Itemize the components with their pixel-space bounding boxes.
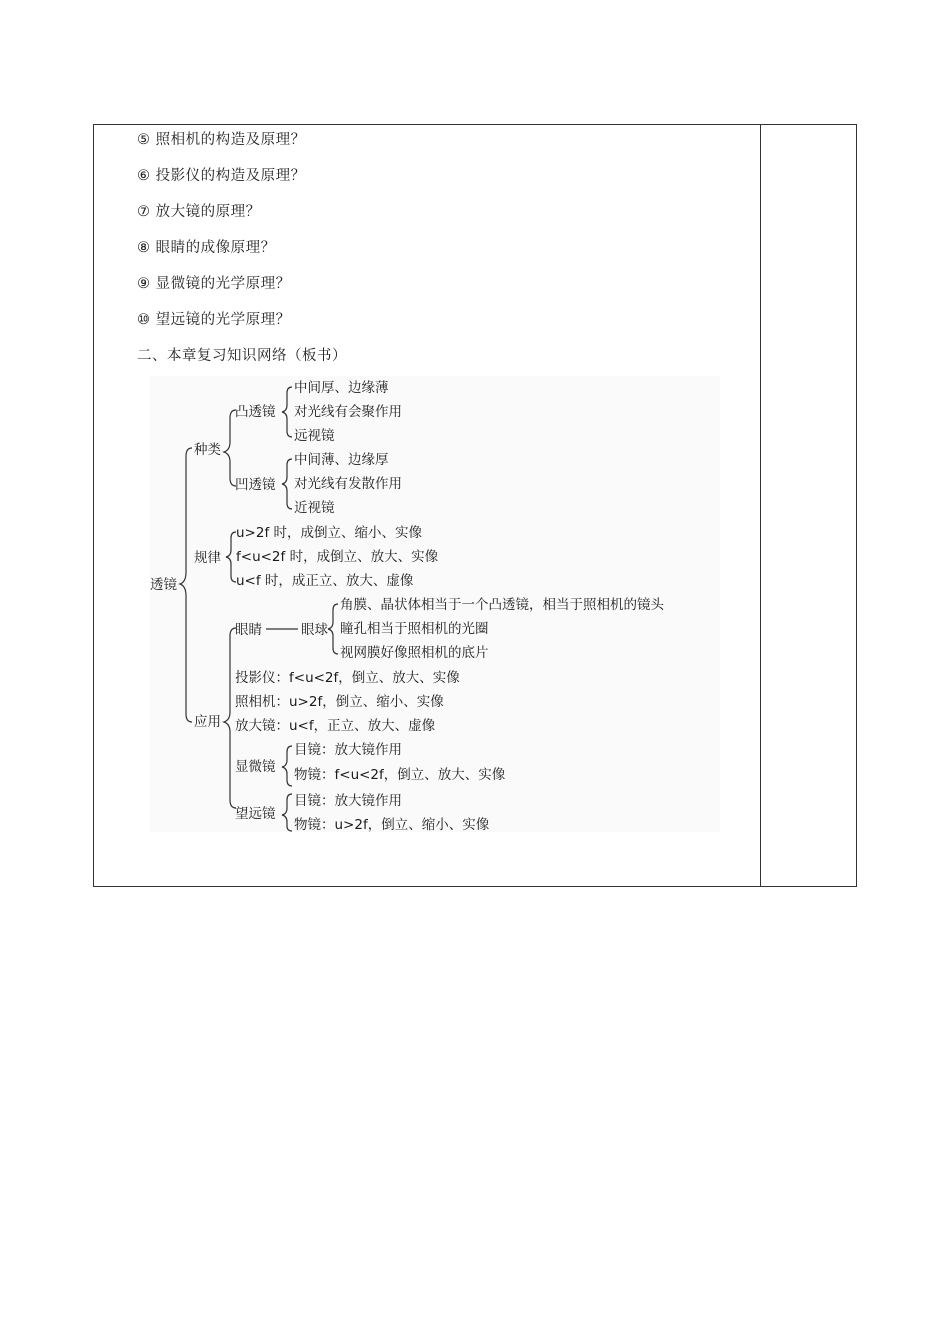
table-column-divider [760,124,761,887]
applications-label: 应用 [194,714,221,730]
eye-item: 瞳孔相当于照相机的光圈 [340,621,489,637]
convex-item: 对光线有会聚作用 [294,404,402,420]
rule-item: u>2f 时，成倒立、缩小、实像 [236,525,423,541]
microscope-item: 物镜：f<u<2f，倒立、放大、实像 [294,767,506,783]
knowledge-network-diagram [150,376,720,832]
question-item: ⑧ 眼睛的成像原理？ [137,240,276,256]
telescope-brace [282,794,292,831]
concave-item: 近视镜 [294,500,335,516]
concave-item: 中间薄、边缘厚 [294,452,389,468]
microscope-brace [282,746,292,786]
convex-brace [282,387,292,437]
convex-label: 凸透镜 [235,404,276,420]
eyeball-label: 眼球 [301,622,328,638]
question-item: ⑤ 照相机的构造及原理？ [137,132,306,148]
microscope-item: 目镜：放大镜作用 [294,742,402,758]
root-label: 透镜 [150,577,177,593]
telescope-item: 物镜：u>2f，倒立、缩小、实像 [294,817,490,832]
concave-brace [282,459,292,509]
rules-label: 规律 [194,550,221,566]
question-item: ⑩ 望远镜的光学原理？ [137,312,291,328]
eye-item: 角膜、晶状体相当于一个凸透镜，相当于照相机的镜头 [340,597,664,613]
telescope-label: 望远镜 [235,806,276,822]
rule-item: u<f 时，成正立、放大、虚像 [236,573,414,589]
question-item: ⑦ 放大镜的原理？ [137,204,261,220]
concave-item: 对光线有发散作用 [294,476,402,492]
types-brace [224,410,236,486]
section-title: 二、本章复习知识网络（板书） [137,348,347,364]
eye-brace [328,604,338,654]
projector-item: 投影仪：f<u<2f，倒立、放大、实像 [235,670,460,686]
microscope-label: 显微镜 [235,759,276,775]
root-brace [180,448,192,722]
telescope-item: 目镜：放大镜作用 [294,793,402,809]
rule-item: f<u<2f 时，成倒立、放大、实像 [236,549,439,565]
rules-brace [226,532,236,582]
convex-item: 远视镜 [294,428,335,444]
question-item: ⑥ 投影仪的构造及原理？ [137,168,306,184]
magnifier-item: 放大镜：u<f，正立、放大、虚像 [235,718,436,734]
concave-label: 凹透镜 [235,477,276,493]
eye-label: 眼睛 [235,622,262,638]
question-item: ⑨ 显微镜的光学原理？ [137,276,291,292]
eye-item: 视网膜好像照相机的底片 [340,645,489,661]
camera-item: 照相机：u>2f，倒立、缩小、实像 [235,694,444,710]
convex-item: 中间厚、边缘薄 [294,380,389,396]
types-label: 种类 [194,442,221,458]
